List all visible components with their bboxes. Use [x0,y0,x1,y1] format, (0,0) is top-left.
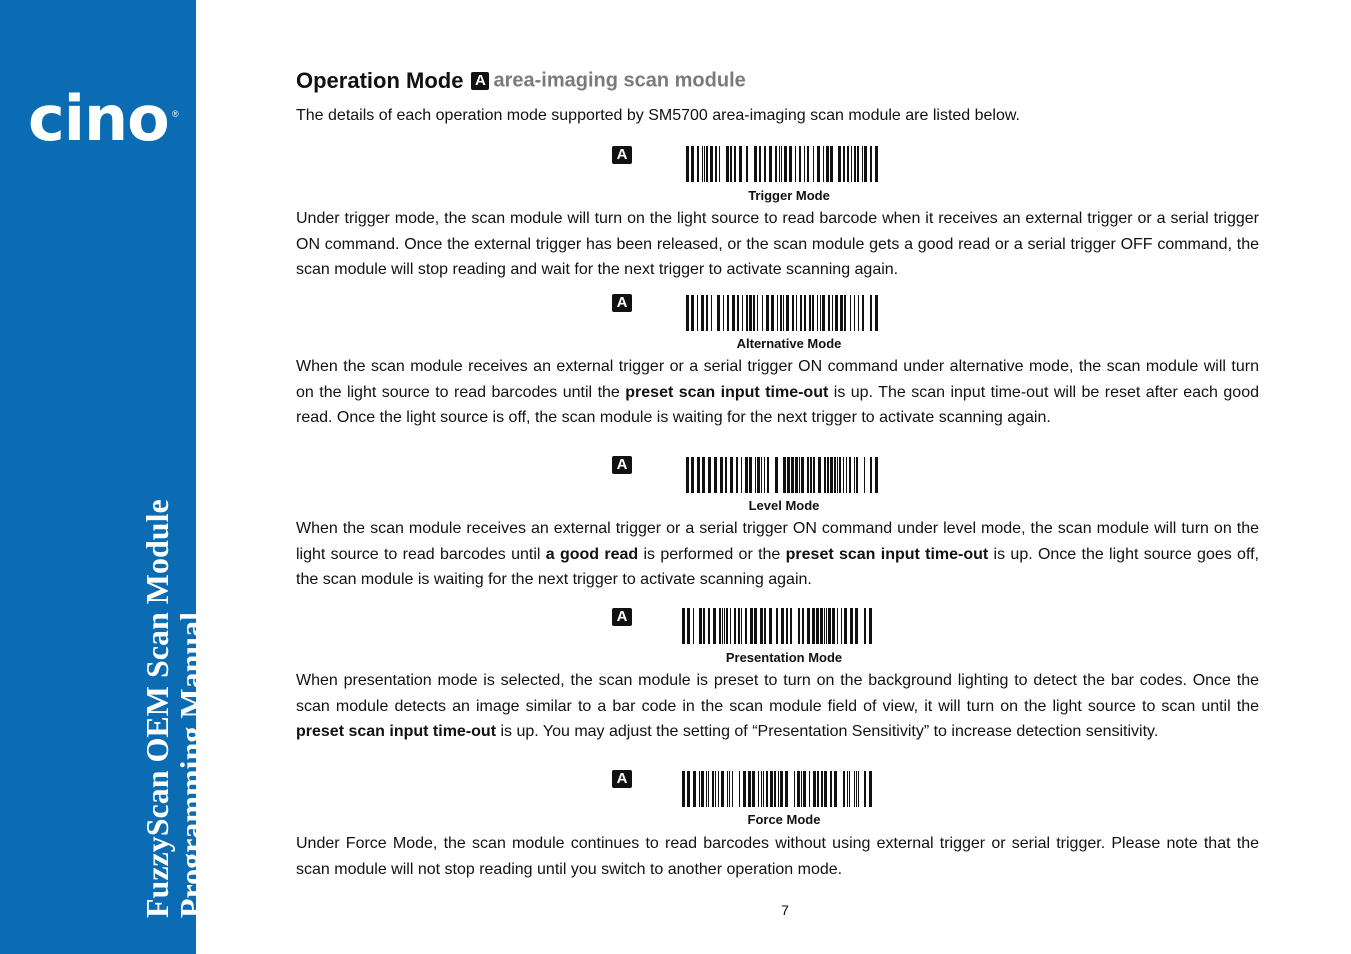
barcode-bar [832,608,835,644]
barcode-bar [761,457,762,493]
barcode-bar [840,295,843,331]
barcode-bar [821,771,823,807]
barcode-bar [820,608,823,644]
barcode-bar [858,295,859,331]
barcode-bar [759,146,761,182]
barcode-bar [734,146,736,182]
barcode-bar [762,295,763,331]
alternative-mode-description: When the scan module receives an external trigger or a serial trigger ON command under alternative mode, the scan module will turn on the light source to read barcodes until the preset scan input time-out is up. The scan input time-out will be reset after each good read. Once the light source is off, the scan module is waiting for the next trigger to activate scanning again. [296,358,1259,426]
barcode-bar [830,457,833,493]
barcode-bar [854,146,856,182]
barcode-bar [742,295,743,331]
barcode-bar [732,295,735,331]
barcode-bar [699,771,700,807]
barcode-bar [767,457,769,493]
barcode-bar [743,771,746,807]
barcode-bar [710,146,713,182]
barcode-bar [786,295,789,331]
barcode-bar [789,146,792,182]
barcode-bar [837,457,838,493]
sidebar-title [140,499,208,918]
barcode-label-presentation-mode: Presentation Mode [725,650,843,665]
barcode-bar [781,146,782,182]
barcode-bar [784,146,787,182]
barcode-bar [770,771,773,807]
barcode-bar [809,295,811,331]
barcode-bar [797,771,800,807]
barcode-bar [693,771,696,807]
barcode-label-alternative-mode: Alternative Mode [736,336,842,351]
barcode-bar [834,771,837,807]
barcode-bar [791,457,794,493]
sidebar [0,0,209,954]
barcode-bar [794,771,795,807]
barcode-bar [739,771,740,807]
barcode-bar [792,295,794,331]
barcode-bar [778,771,779,807]
barcode-bar [708,608,710,644]
barcode-bar [719,608,721,644]
barcode-bar [862,295,864,331]
barcode-bar [851,146,852,182]
barcode-bar [835,295,838,331]
barcode-bar [732,771,733,807]
barcode-bar [691,146,694,182]
barcode-bar [754,146,757,182]
barcode-bar [813,457,815,493]
force-mode-description: Under Force Mode, the scan module continues to read barcodes without using external trigger or serial trigger. Please note that the scan module will not stop reading until you switch to another operation mode. [296,835,1259,878]
barcode-bar [843,457,844,493]
barcode-bar [703,608,705,644]
barcode-bar [686,295,689,331]
barcode-bar [804,295,806,331]
barcode-bar [807,608,810,644]
barcode-bar [764,457,765,493]
intro-text: The details of each operation mode supported by SM5700 area-imaging scan module are listed below. [296,107,1020,124]
barcode-bar [706,295,708,331]
barcode-label-trigger-mode: Trigger Mode [748,188,830,203]
barcode-bar [817,771,819,807]
barcode-bar [752,771,755,807]
sidebar-title-line2: Programming Manual [173,611,209,918]
barcode-bar [693,608,694,644]
barcode-level-mode[interactable] [686,457,878,493]
barcode-bar [701,771,704,807]
barcode-bar [790,608,792,644]
barcode-bar [869,608,872,644]
barcode-bar [864,771,866,807]
barcode-bar [834,457,836,493]
barcode-bar [844,608,847,644]
barcode-bar [682,771,685,807]
barcode-bar [780,295,782,331]
presentation-mode-description: When presentation mode is selected, the scan module is preset to turn on the background lighting to detect the bar codes. Once the scan module detects an image similar to a bar code in the scan module field of view, it will turn on the light source to scan until the preset scan input time-out is up. You may adjust the setting of “Presentation Sensitivity” to increase detection sensitivity. [296,672,1259,740]
barcode-bar [741,457,742,493]
barcode-bar [706,771,707,807]
barcode-bar [702,146,703,182]
barcode-bar [816,608,819,644]
barcode-bar [726,146,729,182]
barcode-bar [697,457,700,493]
barcode-bar [704,146,705,182]
barcode-bar [777,295,778,331]
barcode-bar [838,146,841,182]
barcode-bar [847,146,849,182]
barcode-bar [803,771,806,807]
barcode-bar [854,771,855,807]
barcode-bar [771,295,774,331]
level-mode-description: When the scan module receives an external trigger or a serial trigger ON command under level mode, the scan module will turn on the light source to read barcodes until a good read is performed or the preset scan input time-out is up. Once the light source goes off, the scan module is waiting for the next trigger to activate scanning again. [296,520,1259,588]
barcode-bar [755,457,756,493]
barcode-bar [745,608,747,644]
barcode-bar [875,457,878,493]
barcode-bar [828,608,831,644]
barcode-bar [854,457,855,493]
barcode-bar [858,771,859,807]
barcode-bar [734,608,736,644]
barcode-bar [847,771,848,807]
page-number: 7 [781,902,789,918]
barcode-bar [796,295,797,331]
barcode-bar [855,608,858,644]
barcode-bar [711,295,712,331]
barcode-bar [875,146,878,182]
barcode-bar [760,608,763,644]
barcode-bar [764,146,766,182]
barcode-bar [864,146,867,182]
sidebar-title-line1: FuzzyScan OEM Scan Module [139,499,175,918]
barcode-bar [724,608,725,644]
barcode-bar [875,295,878,331]
barcode-bar [870,295,872,331]
barcode-bar [775,146,777,182]
barcode-bar [720,457,723,493]
barcode-bar [802,608,804,644]
barcode-bar [753,295,755,331]
mode-a-badge: A [612,294,632,312]
barcode-bar [801,771,802,807]
barcode-bar [725,457,727,493]
barcode-force-mode[interactable] [682,771,872,807]
cino-logo: cino [28,82,169,155]
barcode-bar [745,457,748,493]
barcode-bar [813,771,816,807]
barcode-bar [799,457,800,493]
barcode-bar [857,146,859,182]
barcode-label-level-mode: Level Mode [748,498,820,513]
barcode-bar [807,457,809,493]
barcode-bar [748,771,751,807]
barcode-bar [810,457,812,493]
barcode-bar [712,771,714,807]
barcode-bar [718,771,719,807]
barcode-bar [832,295,833,331]
barcode-trigger-mode[interactable] [686,146,878,182]
barcode-bar [776,608,778,644]
barcode-bar [809,771,810,807]
barcode-bar [783,457,786,493]
barcode-bar [812,608,815,644]
barcode-bar [775,457,778,493]
barcode-bar [713,608,716,644]
barcode-bar [757,457,760,493]
barcode-bar [691,295,694,331]
barcode-bar [749,295,752,331]
barcode-bar [774,771,776,807]
barcode-bar [727,771,728,807]
barcode-bar [721,771,724,807]
mode-a-badge: A [612,608,632,626]
barcode-bar [686,146,689,182]
barcode-bar [727,295,729,331]
barcode-bar [827,457,829,493]
page-heading [296,68,746,94]
barcode-bar [807,146,809,182]
barcode-bar [839,457,841,493]
barcode-bar [699,608,702,644]
barcode-bar [862,146,863,182]
barcode-bar [736,457,738,493]
barcode-bar [817,146,820,182]
barcode-bar [691,457,694,493]
barcode-bar [682,608,685,644]
barcode-bar [750,608,753,644]
barcode-bar [769,146,772,182]
barcode-bar [826,608,827,644]
barcode-bar [864,457,865,493]
barcode-bar [706,146,708,182]
barcode-bar [804,146,805,182]
barcode-bar [729,771,730,807]
barcode-bar [739,146,742,182]
barcode-label-force-mode: Force Mode [747,812,821,827]
barcode-bar [824,457,826,493]
barcode-bar [856,771,857,807]
barcode-bar [870,457,872,493]
barcode-bar [813,146,814,182]
barcode-bar [820,295,821,331]
barcode-bar [823,146,824,182]
mode-a-badge: A [612,770,632,788]
barcode-bar [846,457,847,493]
barcode-bar [702,457,705,493]
barcode-bar [830,771,832,807]
barcode-bar [761,771,762,807]
barcode-bar [830,146,833,182]
barcode-bar [746,146,748,182]
barcode-bar [843,771,845,807]
barcode-bar [723,295,724,331]
barcode-bar [849,771,850,807]
barcode-bar [841,608,842,644]
heading-title: Operation Mode [296,68,464,93]
barcode-bar [686,457,689,493]
barcode-bar [766,771,768,807]
trigger-mode-description: Under trigger mode, the scan module will turn on the light source to read barcode when it receives an external trigger or a serial trigger ON command. Once the external trigger has been released, or the scan module gets a good read or a serial trigger OFF command, the scan module will stop reading and wait for the next trigger to activate scanning again. [296,210,1259,278]
barcode-bar [766,295,769,331]
barcode-bar [822,295,825,331]
barcode-bar [798,608,800,644]
barcode-bar [737,295,739,331]
barcode-bar [783,295,784,331]
barcode-bar [730,457,733,493]
barcode-bar [730,608,731,644]
barcode-bar [795,146,796,182]
barcode-bar [824,608,825,644]
barcode-bar [730,146,732,182]
barcode-bar [708,771,709,807]
barcode-bar [785,771,788,807]
barcode-bar [722,608,723,644]
barcode-bar [701,295,704,331]
barcode-bar [812,295,814,331]
barcode-bar [714,457,717,493]
registered-mark: ® [172,109,179,119]
barcode-bar [764,608,766,644]
barcode-bar [824,771,827,807]
barcode-bar [844,295,846,331]
barcode-bar [850,608,853,644]
barcode-bar [763,771,764,807]
barcode-bar [854,295,855,331]
barcode-bar [749,457,752,493]
barcode-bar [779,146,780,182]
barcode-bar [757,295,758,331]
barcode-bar [843,146,845,182]
barcode-bar [856,457,858,493]
barcode-bar [795,457,798,493]
barcode-bar [726,608,728,644]
barcode-bar [787,457,790,493]
barcode-bar [826,146,829,182]
barcode-bar [849,457,851,493]
barcode-alternative-mode[interactable] [686,295,878,331]
barcode-presentation-mode[interactable] [682,608,872,644]
barcode-bar [864,608,866,644]
barcode-bar [708,457,711,493]
barcode-bar [780,771,783,807]
barcode-bar [687,608,690,644]
mode-a-badge: A [612,456,632,474]
barcode-bar [801,457,804,493]
barcode-bar [870,146,872,182]
barcode-bar [799,146,801,182]
barcode-bar [715,146,717,182]
barcode-bar [741,608,742,644]
barcode-bar [715,771,716,807]
barcode-bar [687,771,690,807]
barcode-bar [738,608,740,644]
barcode-bar [837,608,838,644]
barcode-bar [719,146,720,182]
barcode-bar [746,295,748,331]
barcode-bar [786,608,788,644]
barcode-bar [800,295,802,331]
barcode-bar [828,295,830,331]
barcode-bar [769,608,772,644]
heading-a-badge: A [471,72,489,90]
barcode-bar [697,295,698,331]
barcode-bar [850,295,851,331]
barcode-bar [781,608,784,644]
barcode-bar [758,771,759,807]
mode-a-badge: A [612,146,632,164]
barcode-bar [818,457,821,493]
barcode-bar [869,771,872,807]
barcode-bar [754,608,757,644]
barcode-bar [697,146,699,182]
barcode-bar [817,295,818,331]
heading-subtitle: area-imaging scan module [493,69,746,92]
barcode-bar [717,295,720,331]
